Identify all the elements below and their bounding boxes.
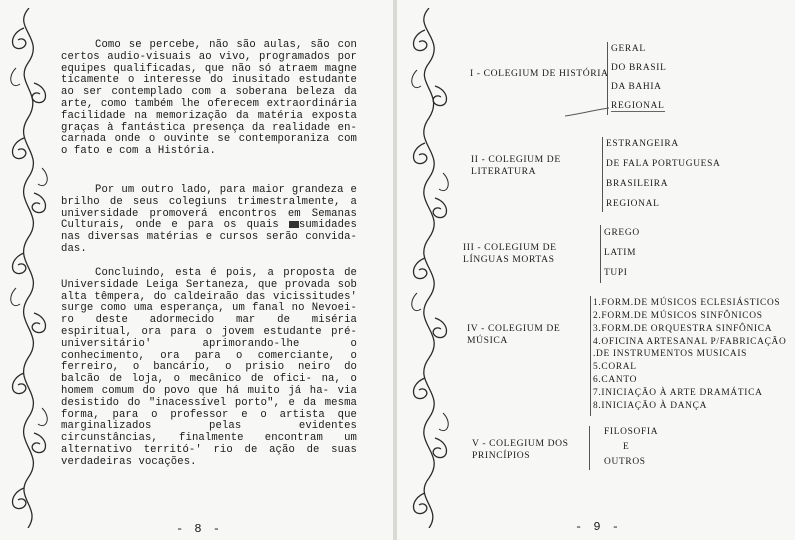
subject-item: GREGO	[604, 228, 640, 238]
subject-item: REGIONAL	[606, 199, 660, 209]
subject-item: DO BRASIL	[611, 63, 667, 73]
left-page	[0, 0, 393, 540]
ink-blot	[289, 221, 299, 228]
subject-item: 3.FORM.DE ORQUESTRA SINFÔNICA	[593, 324, 773, 334]
subject-item: 2.FORM.DE MÚSICOS SINFÔNICOS	[593, 311, 763, 321]
subject-item: 1.FORM.DE MÚSICOS ECLESIÁSTICOS	[593, 298, 781, 308]
brace-principios	[589, 426, 590, 470]
colegium-literatura: II - COLEGIUM DE LITERATURA	[471, 154, 561, 177]
brace-literatura	[602, 137, 603, 212]
scroll-ornament-right	[405, 8, 453, 528]
paragraph-3: Concluindo, esta é pois, a proposta de Universidade Leiga Sertaneza, que provada sob alta têmpera, do caldeiraão das vicissitudes' surge como uma esperança, um fanal no Nevoei- ro deste adormecido mar de miséria espiritual, ora para o jovem estudante pré-universitário' aprimorando-lhe o conhecimento, ora para o comerciante, o ferreiro, o bancário, o prisio neiro do balcão de loja, o mecânico de ofici- na, o homem comum do povo que há muito já ha- via desistido do "inacessível porto", e da mesma forma, para o professor e o artista que marginalizados pelas evidentes circunstâncias, finalmente encontram um alternativo territó-' rio de ação de suas verdadeiras vocações.	[61, 267, 357, 468]
page-number-left: - 8 -	[176, 522, 223, 536]
colegium-historia: I - COLEGIUM DE HISTÓRIA	[470, 68, 609, 79]
subject-item: DA BAHIA	[611, 82, 662, 92]
subject-item: FILOSOFIA	[604, 427, 659, 437]
scroll-ornament-left	[6, 8, 52, 528]
subject-item: BRASILEIRA	[606, 179, 669, 189]
colegium-linguas-mortas: III - COLEGIUM DE LÍNGUAS MORTAS	[463, 242, 557, 265]
paragraph-2	[61, 185, 357, 256]
brace-historia	[607, 42, 608, 115]
subject-item: 8.INICIAÇÃO À DANÇA	[593, 401, 708, 411]
pen-stroke	[565, 106, 611, 118]
page-number-right: - 9 -	[575, 520, 622, 534]
paragraph-2-end: sumidades nas diversas matérias e cursos serão convida- das.	[61, 219, 357, 255]
subject-item: 6.CANTO	[593, 375, 638, 385]
paragraph-2-start: Por um outro lado, para maior grandeza e brilho de seus colegiuns trimestralmente, a universidade promoverá encontros em Semanas Culturais, onde e para os quais	[61, 184, 357, 232]
right-page	[397, 0, 795, 540]
subject-item: E	[623, 442, 630, 452]
brace-musica	[590, 296, 591, 416]
brace-linguas	[600, 225, 601, 283]
subject-item: .DE INSTRUMENTOS MUSICAIS	[593, 349, 748, 359]
paragraph-1: Como se percebe, não são aulas, são con certos audio-visuais ao vivo, programados por equipes qualificadas, que não só atraem magne ticamente o interesse do inusitado estudante ao ser contemplado com a soberana beleza da arte, como também lhe oferecem extraordinária facilidade na memorização da matéria exposta graças à fantástica presença da realidade en- carnada onde o ouvinte se contemporaniza com o fato e com a História.	[61, 39, 357, 158]
subject-item: OUTROS	[604, 457, 646, 467]
subject-item: 4.OFICINA ARTESANAL P/FABRICAÇÃO	[593, 337, 787, 347]
subject-item: TUPI	[604, 268, 628, 278]
subject-item: LATIM	[604, 248, 637, 258]
subject-item: REGIONAL	[611, 101, 665, 111]
colegium-principios: V - COLEGIUM DOS PRINCÍPIOS	[472, 438, 569, 461]
colegium-musica: IV - COLEGIUM DE MÚSICA	[467, 323, 561, 346]
subject-item: 5.CORAL	[593, 362, 637, 372]
subject-item: DE FALA PORTUGUESA	[606, 159, 721, 169]
subject-item: 7.INICIAÇÃO À ARTE DRAMÁTICA	[593, 388, 763, 398]
subject-item: GERAL	[611, 44, 646, 54]
subject-item: ESTRANGEIRA	[606, 139, 679, 149]
